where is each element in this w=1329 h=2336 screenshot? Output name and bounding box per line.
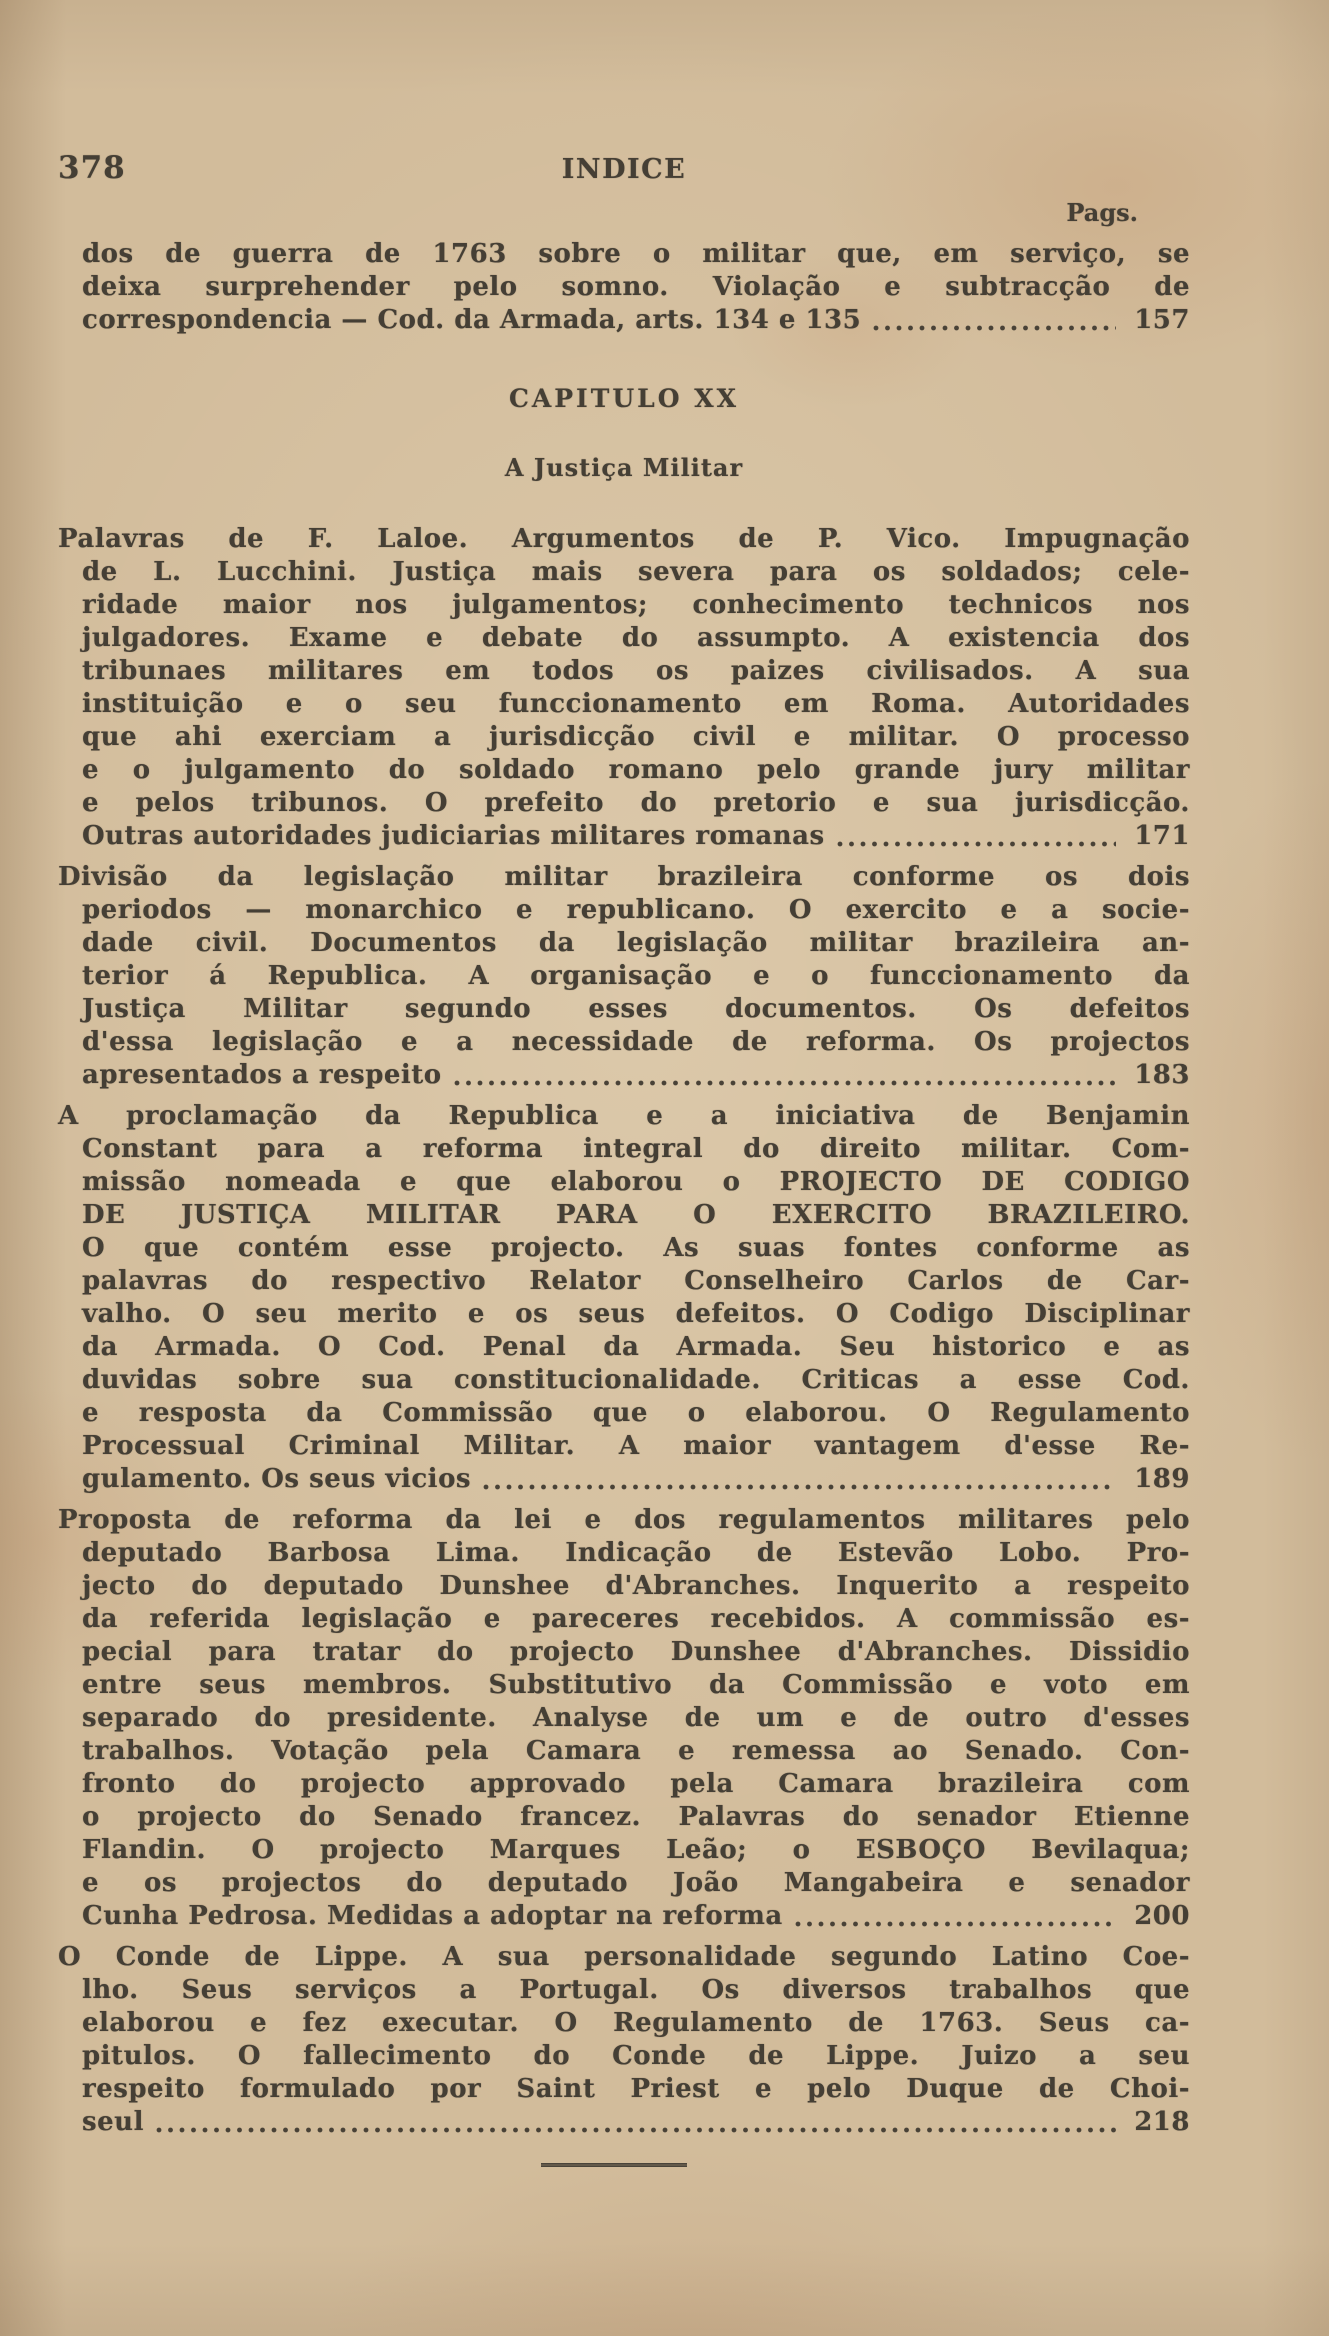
dotted-leader: [873, 324, 1116, 332]
toc-line: d'essa legislação e a necessidade de reforma. Os projectos: [82, 1027, 1190, 1057]
toc-line: Flandin. O projecto Marques Leão; o ESBOÇO Bevilaqua;: [82, 1835, 1190, 1865]
toc-line: O Conde de Lippe. A sua personalidade segundo Latino Coe-: [58, 1942, 1190, 1972]
toc-line: Palavras de F. Laloe. Argumentos de P. Vico. Impugnação: [58, 524, 1190, 554]
page-ref: 183: [1134, 1060, 1190, 1090]
page-ref: 200: [1134, 1901, 1190, 1931]
toc-line: instituição e o seu funccionamento em Roma. Autoridades: [82, 689, 1190, 719]
toc-line: dade civil. Documentos da legislação militar brazileira an-: [82, 928, 1190, 958]
toc-last-line: [58, 1059, 1190, 1092]
toc-line: seul: [82, 2107, 144, 2137]
dotted-leader: [156, 2126, 1116, 2134]
page-ref: 157: [1134, 305, 1190, 335]
page-title: INDICE: [561, 154, 687, 185]
dotted-leader: [454, 1079, 1117, 1087]
pags-column-label: Pags.: [1066, 198, 1138, 227]
toc-line: e os projectos do deputado João Mangabeira e senador: [82, 1868, 1190, 1898]
toc-line: O que contém esse projecto. As suas fontes conforme as: [82, 1233, 1190, 1263]
toc-line: pecial para tratar do projecto Dunshee d'Abranches. Dissidio: [82, 1637, 1190, 1667]
toc-line: entre seus membros. Substitutivo da Commissão e voto em: [82, 1670, 1190, 1700]
dotted-leader: [837, 840, 1117, 848]
toc-line: Constant para a reforma integral do direito militar. Com-: [82, 1134, 1190, 1164]
toc-line: respeito formulado por Saint Priest e pelo Duque de Choi-: [82, 2074, 1190, 2104]
toc-line: deixa surprehender pelo somno. Violação e subtracção de: [82, 272, 1190, 302]
toc-line: separado do presidente. Analyse de um e de outro d'esses: [82, 1703, 1190, 1733]
toc-entry: [58, 523, 1190, 853]
end-of-index-rule: [541, 2163, 687, 2167]
toc-entry: [58, 1941, 1190, 2139]
toc-last-line: [58, 2106, 1190, 2139]
toc-line: e pelos tribunos. O prefeito do pretorio e sua jurisdicção.: [82, 788, 1190, 818]
chapter-subheading: A Justiça Militar: [504, 453, 744, 482]
toc-line: lho. Seus serviços a Portugal. Os diversos trabalhos que: [82, 1975, 1190, 2005]
toc-last-line: [58, 1900, 1190, 1933]
toc-line: DE JUSTIÇA MILITAR PARA O EXERCITO BRAZILEIRO.: [82, 1200, 1190, 1230]
page-ref: 171: [1134, 821, 1190, 851]
toc-line: trabalhos. Votação pela Camara e remessa ao Senado. Con-: [82, 1736, 1190, 1766]
toc-line: tribunaes militares em todos os paizes civilisados. A sua: [82, 656, 1190, 686]
toc-line: terior á Republica. A organisação e o funccionamento da: [82, 961, 1190, 991]
toc-line: Proposta de reforma da lei e dos regulamentos militares pelo: [58, 1505, 1190, 1535]
toc-line: fronto do projecto approvado pela Camara brazileira com: [82, 1769, 1190, 1799]
toc-entry: [58, 238, 1190, 337]
toc-last-line: [58, 304, 1190, 337]
toc-line: dos de guerra de 1763 sobre o militar que, em serviço, se: [82, 239, 1190, 269]
page-ref: 189: [1134, 1464, 1190, 1494]
toc-line: de L. Lucchini. Justiça mais severa para os soldados; cele-: [82, 557, 1190, 587]
dotted-leader: [795, 1920, 1116, 1928]
toc-last-line: [58, 820, 1190, 853]
toc-entry: [58, 1504, 1190, 1933]
toc-line: julgadores. Exame e debate do assumpto. A existencia dos: [82, 623, 1190, 653]
toc-line: missão nomeada e que elaborou o PROJECTO DE CODIGO: [82, 1167, 1190, 1197]
toc-line: Processual Criminal Militar. A maior vantagem d'esse Re-: [82, 1431, 1190, 1461]
dotted-leader: [483, 1483, 1116, 1491]
toc-line: palavras do respectivo Relator Conselheiro Carlos de Car-: [82, 1266, 1190, 1296]
toc-line: da referida legislação e pareceres recebidos. A commissão es-: [82, 1604, 1190, 1634]
toc-entry: [58, 1100, 1190, 1496]
toc-line: elaborou e fez executar. O Regulamento de 1763. Seus ca-: [82, 2008, 1190, 2038]
toc-line: periodos — monarchico e republicano. O exercito e a socie-: [82, 895, 1190, 925]
toc-line: Divisão da legislação militar brazileira conforme os dois: [58, 862, 1190, 892]
text-block: [58, 0, 1190, 2167]
toc-entries-after-chapter: [58, 523, 1190, 2139]
toc-line: Justiça Militar segundo esses documentos. Os defeitos: [82, 994, 1190, 1024]
toc-line: duvidas sobre sua constitucionalidade. Criticas a esse Cod.: [82, 1365, 1190, 1395]
toc-line: valho. O seu merito e os seus defeitos. O Codigo Disciplinar: [82, 1299, 1190, 1329]
folio-page-number: 378: [58, 150, 126, 186]
toc-entry: [58, 861, 1190, 1092]
toc-line: e o julgamento do soldado romano pelo grande jury militar: [82, 755, 1190, 785]
toc-line: gulamento. Os seus vicios: [82, 1464, 472, 1494]
table-of-contents: [58, 238, 1190, 2139]
page-ref: 218: [1134, 2107, 1190, 2137]
toc-last-line: [58, 1463, 1190, 1496]
toc-line: deputado Barbosa Lima. Indicação de Estevão Lobo. Pro-: [82, 1538, 1190, 1568]
toc-line: que ahi exerciam a jurisdicção civil e militar. O processo: [82, 722, 1190, 752]
toc-entries-before-chapter: [58, 238, 1190, 337]
toc-line: pitulos. O fallecimento do Conde de Lippe. Juizo a seu: [82, 2041, 1190, 2071]
chapter-heading: CAPITULO XX: [508, 384, 740, 413]
toc-line: apresentados a respeito: [82, 1060, 442, 1090]
toc-line: jecto do deputado Dunshee d'Abranches. Inquerito a respeito: [82, 1571, 1190, 1601]
toc-line: da Armada. O Cod. Penal da Armada. Seu historico e as: [82, 1332, 1190, 1362]
toc-line: e resposta da Commissão que o elaborou. O Regulamento: [82, 1398, 1190, 1428]
toc-line: o projecto do Senado francez. Palavras do senador Etienne: [82, 1802, 1190, 1832]
toc-line: ridade maior nos julgamentos; conhecimento technicos nos: [82, 590, 1190, 620]
toc-line: correspondencia — Cod. da Armada, arts. 134 e 135: [82, 305, 862, 335]
toc-line: Cunha Pedrosa. Medidas a adoptar na reforma: [82, 1901, 783, 1931]
running-header: [58, 150, 1190, 188]
toc-line: Outras autoridades judiciarias militares romanas: [82, 821, 825, 851]
toc-line: A proclamação da Republica e a iniciativa de Benjamin: [58, 1101, 1190, 1131]
